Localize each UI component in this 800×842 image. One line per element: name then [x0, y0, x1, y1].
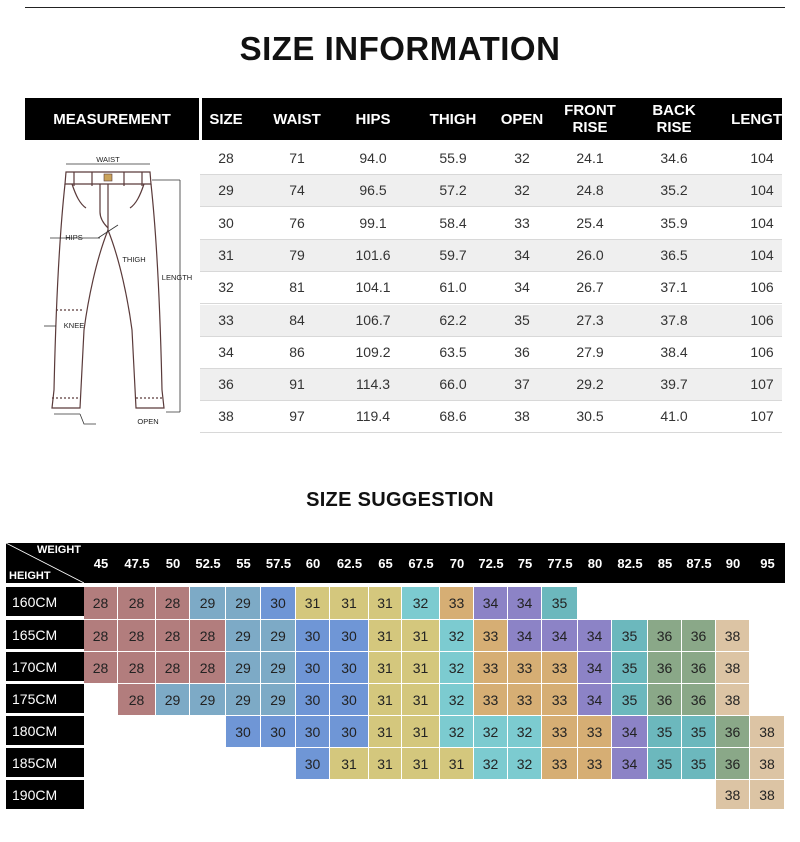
empty-cell	[750, 684, 785, 716]
table-cell-back-rise: 35.9	[660, 214, 688, 231]
size-cell: 36	[682, 620, 716, 652]
table-cell-length: 106	[750, 343, 774, 360]
table-cell-open: 38	[514, 408, 530, 425]
size-cell: 31	[369, 684, 402, 716]
size-cell: 33	[578, 716, 612, 748]
table-cell-length: 106	[750, 311, 774, 328]
column-header-waist: WAIST	[273, 110, 321, 128]
table-cell-back-rise: 37.8	[660, 311, 688, 328]
weight-header: 55	[226, 543, 261, 583]
size-cell: 38	[716, 684, 750, 716]
size-cell: 29	[226, 684, 261, 716]
empty-cell	[612, 780, 648, 810]
empty-cell	[542, 780, 578, 810]
empty-cell	[118, 780, 156, 810]
size-cell: 31	[369, 748, 402, 780]
empty-cell	[578, 780, 612, 810]
size-cell: 33	[542, 748, 578, 780]
size-cell: 35	[612, 620, 648, 652]
size-cell: 31	[402, 652, 440, 684]
table-cell-back-rise: 35.2	[660, 182, 688, 199]
empty-cell	[369, 780, 402, 810]
table-cell-length: 106	[750, 279, 774, 296]
column-header-size: SIZE	[209, 110, 243, 128]
table-cell-front-rise: 27.9	[576, 343, 604, 360]
weight-header: 95	[750, 543, 785, 583]
size-cell: 28	[190, 620, 226, 652]
table-cell-back-rise: 41.0	[660, 408, 688, 425]
size-cell: 36	[716, 748, 750, 780]
weight-header: 50	[156, 543, 190, 583]
open-label: OPEN	[137, 417, 159, 426]
left-pocket	[72, 184, 86, 208]
size-cell: 36	[682, 652, 716, 684]
empty-cell	[474, 780, 508, 810]
table-cell-open: 33	[514, 214, 530, 231]
empty-cell	[750, 652, 785, 684]
table-cell-length: 104	[750, 214, 774, 231]
size-cell: 35	[612, 684, 648, 716]
size-suggestion-title: SIZE SUGGESTION	[306, 489, 494, 511]
table-cell-size: 28	[218, 150, 234, 166]
size-cell: 30	[330, 620, 369, 652]
weight-header: 77.5	[542, 543, 578, 583]
table-cell-hips: 104.1	[355, 279, 391, 296]
table-cell-front-rise: 25.4	[576, 214, 604, 231]
weight-header: 75	[508, 543, 542, 583]
empty-cell	[440, 780, 474, 810]
table-row	[200, 272, 782, 304]
empty-cell	[84, 684, 118, 716]
table-cell-front-rise: 24.8	[576, 182, 604, 199]
size-cell: 32	[474, 716, 508, 748]
weight-header: 52.5	[190, 543, 226, 583]
table-cell-hips: 114.3	[356, 376, 390, 393]
weight-header: 87.5	[682, 543, 716, 583]
size-cell: 30	[330, 684, 369, 716]
size-cell: 28	[156, 587, 190, 620]
size-cell: 38	[750, 748, 785, 780]
size-cell: 33	[508, 684, 542, 716]
size-cell: 34	[508, 620, 542, 652]
size-cell: 29	[190, 684, 226, 716]
size-cell: 32	[440, 684, 474, 716]
height-row-label: 170CM	[6, 652, 84, 681]
table-cell-size: 33	[218, 311, 234, 328]
weight-header: 47.5	[118, 543, 156, 583]
table-row	[200, 240, 782, 272]
size-cell: 34	[612, 748, 648, 780]
empty-cell	[682, 587, 716, 620]
empty-cell	[84, 716, 118, 748]
table-cell-thigh: 61.0	[439, 279, 467, 296]
size-cell: 28	[84, 652, 118, 684]
size-cell: 28	[118, 620, 156, 652]
size-cell: 28	[118, 684, 156, 716]
size-cell: 33	[542, 716, 578, 748]
size-cell: 36	[716, 716, 750, 748]
table-cell-length: 104	[750, 182, 774, 199]
size-cell: 32	[440, 716, 474, 748]
size-cell: 29	[226, 652, 261, 684]
table-row	[200, 305, 782, 337]
size-cell: 29	[226, 620, 261, 652]
empty-cell	[296, 780, 330, 810]
size-cell: 32	[440, 620, 474, 652]
table-cell-open: 34	[514, 246, 530, 263]
empty-cell	[156, 748, 190, 780]
empty-cell	[750, 620, 785, 652]
table-cell-thigh: 55.9	[439, 150, 467, 166]
table-row	[200, 175, 782, 207]
table-cell-length: 104	[750, 150, 774, 166]
table-cell-open: 35	[514, 311, 530, 328]
table-cell-back-rise: 39.7	[660, 376, 688, 393]
size-cell: 38	[716, 652, 750, 684]
table-cell-back-rise: 36.5	[660, 246, 688, 263]
size-cell: 31	[369, 652, 402, 684]
weight-header: 62.5	[330, 543, 369, 583]
table-cell-waist: 74	[289, 182, 305, 199]
table-cell-waist: 79	[289, 246, 305, 263]
table-cell-thigh: 57.2	[439, 182, 467, 199]
table-cell-thigh: 58.4	[439, 214, 467, 231]
hips-label: HIPS	[65, 233, 83, 242]
table-cell-length: 107	[750, 408, 774, 425]
table-cell-size: 38	[218, 408, 234, 425]
column-header-hips: HIPS	[355, 110, 391, 128]
table-cell-thigh: 68.6	[439, 408, 467, 425]
size-cell: 38	[716, 620, 750, 652]
table-row	[200, 143, 782, 175]
waist-label: WAIST	[96, 155, 120, 164]
table-cell-hips: 94.0	[359, 150, 387, 166]
size-cell: 29	[156, 684, 190, 716]
size-cell: 28	[156, 620, 190, 652]
table-cell-size: 31	[218, 246, 234, 263]
height-row-label: 190CM	[6, 780, 84, 809]
size-cell: 36	[682, 684, 716, 716]
size-cell: 34	[578, 684, 612, 716]
size-cell: 32	[508, 716, 542, 748]
height-row-label: 165CM	[6, 620, 84, 649]
empty-cell	[330, 780, 369, 810]
size-cell: 31	[369, 620, 402, 652]
table-cell-waist: 91	[289, 376, 305, 393]
table-cell-front-rise: 24.1	[576, 150, 604, 166]
size-cell: 34	[474, 587, 508, 620]
table-cell-waist: 81	[289, 279, 305, 296]
size-cell: 28	[84, 587, 118, 620]
size-cell: 33	[474, 620, 508, 652]
empty-cell	[716, 587, 750, 620]
size-cell: 29	[261, 652, 296, 684]
table-cell-front-rise: 29.2	[576, 376, 604, 393]
size-cell: 31	[369, 587, 402, 620]
size-cell: 32	[440, 652, 474, 684]
empty-cell	[156, 716, 190, 748]
size-cell: 31	[402, 748, 440, 780]
column-header-open: OPEN	[500, 110, 544, 128]
size-cell: 34	[508, 587, 542, 620]
size-cell: 30	[226, 716, 261, 748]
size-cell: 31	[296, 587, 330, 620]
size-cell: 34	[578, 620, 612, 652]
size-cell: 30	[296, 620, 330, 652]
weight-header: 72.5	[474, 543, 508, 583]
weight-header: 85	[648, 543, 682, 583]
empty-cell	[190, 748, 226, 780]
table-cell-open: 32	[514, 150, 530, 166]
empty-cell	[648, 780, 682, 810]
empty-cell	[261, 780, 296, 810]
size-cell: 34	[578, 652, 612, 684]
height-row-label: 160CM	[6, 587, 84, 616]
table-cell-open: 37	[514, 376, 530, 393]
size-cell: 35	[542, 587, 578, 620]
size-cell: 34	[612, 716, 648, 748]
table-cell-length: 104	[750, 246, 774, 263]
size-cell: 30	[261, 587, 296, 620]
size-cell: 31	[402, 684, 440, 716]
empty-cell	[190, 716, 226, 748]
size-cell: 31	[330, 587, 369, 620]
weight-header: 70	[440, 543, 474, 583]
height-axis-label: HEIGHT	[9, 570, 51, 582]
table-cell-size: 29	[218, 182, 234, 199]
table-cell-waist: 71	[289, 150, 305, 166]
empty-cell	[84, 780, 118, 810]
column-header-length: LENGTH	[731, 110, 793, 128]
empty-cell	[118, 716, 156, 748]
table-cell-front-rise: 26.0	[576, 246, 604, 263]
table-row	[200, 337, 782, 369]
height-row-label: 185CM	[6, 748, 84, 777]
table-cell-back-rise: 34.6	[660, 150, 688, 166]
table-cell-hips: 109.2	[355, 343, 391, 360]
size-cell: 38	[750, 780, 785, 810]
size-cell: 33	[508, 652, 542, 684]
size-cell: 33	[542, 652, 578, 684]
size-cell: 38	[750, 716, 785, 748]
size-cell: 28	[118, 652, 156, 684]
size-cell: 36	[648, 620, 682, 652]
size-cell: 33	[474, 684, 508, 716]
table-cell-thigh: 63.5	[439, 343, 467, 360]
size-cell: 29	[261, 684, 296, 716]
pants-diagram	[40, 150, 200, 435]
empty-cell	[750, 587, 785, 620]
table-row	[200, 401, 782, 433]
table-cell-back-rise: 38.4	[660, 343, 688, 360]
empty-cell	[118, 748, 156, 780]
size-suggestion-grid	[6, 543, 785, 810]
table-cell-open: 34	[514, 279, 530, 296]
size-cell: 35	[648, 716, 682, 748]
table-cell-waist: 84	[289, 311, 305, 328]
size-cell: 30	[296, 748, 330, 780]
size-cell: 31	[330, 748, 369, 780]
size-cell: 35	[682, 748, 716, 780]
weight-axis-label: WEIGHT	[37, 544, 81, 556]
right-pocket	[130, 184, 144, 208]
column-header-front-rise: FRONT RISE	[564, 102, 616, 136]
table-cell-hips: 101.6	[355, 246, 391, 263]
length-label: LENGTH	[161, 273, 193, 282]
empty-cell	[190, 780, 226, 810]
size-cell: 35	[648, 748, 682, 780]
grid-corner	[6, 543, 84, 583]
table-cell-size: 30	[218, 214, 234, 231]
thigh-label: THIGH	[122, 255, 146, 264]
table-cell-size: 34	[218, 343, 234, 360]
weight-header: 65	[369, 543, 402, 583]
size-cell: 31	[402, 620, 440, 652]
size-cell: 28	[118, 587, 156, 620]
top-divider	[25, 7, 785, 8]
empty-cell	[648, 587, 682, 620]
fly-stitch	[100, 184, 108, 228]
empty-cell	[612, 587, 648, 620]
empty-cell	[84, 748, 118, 780]
table-cell-front-rise: 30.5	[576, 408, 604, 425]
table-cell-hips: 106.7	[355, 311, 391, 328]
table-cell-thigh: 66.0	[439, 376, 467, 393]
size-cell: 31	[369, 716, 402, 748]
size-cell: 32	[474, 748, 508, 780]
size-cell: 36	[648, 684, 682, 716]
table-cell-length: 107	[750, 376, 774, 393]
size-cell: 32	[402, 587, 440, 620]
knee-label: KNEE	[63, 321, 85, 330]
empty-cell	[226, 780, 261, 810]
table-cell-hips: 96.5	[359, 182, 387, 199]
size-information-title: SIZE INFORMATION	[239, 30, 561, 67]
empty-cell	[508, 780, 542, 810]
weight-header: 57.5	[261, 543, 296, 583]
table-cell-waist: 76	[289, 214, 305, 231]
size-cell: 30	[296, 684, 330, 716]
weight-header: 67.5	[402, 543, 440, 583]
empty-cell	[402, 780, 440, 810]
table-cell-hips: 99.1	[359, 214, 387, 231]
weight-header: 80	[578, 543, 612, 583]
empty-cell	[578, 587, 612, 620]
table-cell-hips: 119.4	[356, 408, 390, 425]
weight-header: 82.5	[612, 543, 648, 583]
weight-header: 90	[716, 543, 750, 583]
table-cell-waist: 86	[289, 343, 305, 360]
size-cell: 30	[261, 716, 296, 748]
size-cell: 29	[226, 587, 261, 620]
table-cell-size: 36	[218, 376, 234, 393]
size-cell: 30	[330, 652, 369, 684]
table-cell-open: 36	[514, 343, 530, 360]
size-cell: 31	[440, 748, 474, 780]
size-cell: 28	[156, 652, 190, 684]
size-cell: 33	[542, 684, 578, 716]
size-cell: 33	[578, 748, 612, 780]
size-cell: 35	[612, 652, 648, 684]
table-row	[200, 369, 782, 401]
size-cell: 34	[542, 620, 578, 652]
size-cell: 32	[508, 748, 542, 780]
column-header-thigh: THIGH	[429, 110, 477, 128]
table-cell-front-rise: 26.7	[576, 279, 604, 296]
size-cell: 30	[296, 716, 330, 748]
size-cell: 36	[648, 652, 682, 684]
size-cell: 38	[716, 780, 750, 810]
table-cell-open: 32	[514, 182, 530, 199]
size-cell: 29	[261, 620, 296, 652]
table-cell-waist: 97	[289, 408, 305, 425]
empty-cell	[156, 780, 190, 810]
size-cell: 28	[84, 620, 118, 652]
weight-header: 60	[296, 543, 330, 583]
empty-cell	[682, 780, 716, 810]
height-row-label: 175CM	[6, 684, 84, 713]
size-cell: 30	[330, 716, 369, 748]
table-row	[200, 208, 782, 240]
height-row-label: 180CM	[6, 716, 84, 745]
empty-cell	[261, 748, 296, 780]
size-cell: 30	[296, 652, 330, 684]
table-cell-front-rise: 27.3	[576, 311, 604, 328]
table-cell-size: 32	[218, 279, 234, 296]
size-cell: 29	[190, 587, 226, 620]
column-header-back-rise: BACK RISE	[652, 102, 696, 136]
table-cell-thigh: 62.2	[439, 311, 467, 328]
table-cell-thigh: 59.7	[439, 246, 467, 263]
size-cell: 31	[402, 716, 440, 748]
table-cell-back-rise: 37.1	[660, 279, 688, 296]
size-cell: 28	[190, 652, 226, 684]
size-cell: 35	[682, 716, 716, 748]
size-cell: 33	[440, 587, 474, 620]
weight-header: 45	[84, 543, 118, 583]
size-cell: 33	[474, 652, 508, 684]
measurement-header: MEASUREMENT	[25, 98, 199, 140]
empty-cell	[226, 748, 261, 780]
